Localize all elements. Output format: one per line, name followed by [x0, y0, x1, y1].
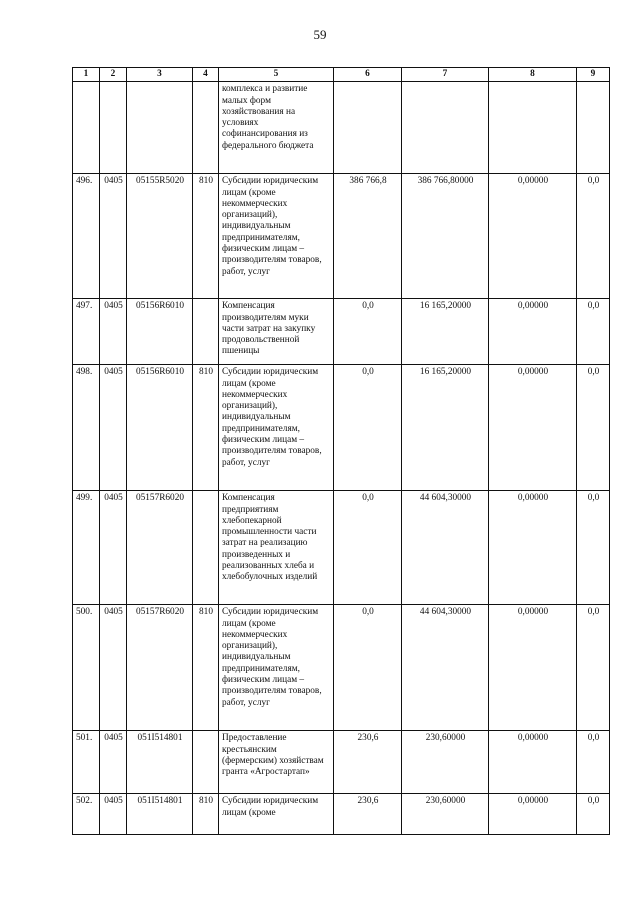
- table-row: [73, 794, 610, 835]
- description-cell: комплекса и развитие малых форм хозяйствования на условиях софинансирования из федерального бюджета: [219, 82, 334, 174]
- header-cell: 4: [193, 68, 219, 82]
- table-row: [73, 82, 610, 174]
- description-cell: Компенсация производителям муки части затрат на закупку продовольственной пшеницы: [219, 299, 334, 365]
- row-number-cell: [73, 82, 100, 174]
- page-number: 59: [313, 27, 327, 42]
- description-cell: Предоставление крестьянским (фермерским) хозяйствам гранта «Агростартап»: [219, 731, 334, 794]
- header-cell: 7: [402, 68, 489, 82]
- amount-col6-cell: [334, 82, 402, 174]
- amount-col8-cell: 0,00000: [489, 731, 577, 794]
- section-cell: 0405: [100, 491, 127, 605]
- description-cell: Субсидии юридическим лицам (кроме некоммерческих организаций), индивидуальным предпринимателям, физическим лицам – производителям товаров, работ, услуг: [219, 605, 334, 731]
- target-code-cell: 05155R5020: [127, 174, 193, 299]
- budget-table: [72, 67, 610, 835]
- section-cell: 0405: [100, 794, 127, 835]
- amount-col6-cell: 386 766,8: [334, 174, 402, 299]
- header-cell: 6: [334, 68, 402, 82]
- target-code-cell: [127, 82, 193, 174]
- amount-col7-cell: 386 766,80000: [402, 174, 489, 299]
- description-cell: Компенсация предприятиям хлебопекарной промышленности части затрат на реализацию произведенных и реализованных хлеба и хлебобулочных изделий: [219, 491, 334, 605]
- section-cell: 0405: [100, 365, 127, 491]
- header-row: [73, 68, 610, 82]
- header-cell: 8: [489, 68, 577, 82]
- section-cell: 0405: [100, 605, 127, 731]
- amount-col6-cell: 230,6: [334, 731, 402, 794]
- amount-col6-cell: 0,0: [334, 365, 402, 491]
- section-cell: 0405: [100, 299, 127, 365]
- amount-col6-cell: 0,0: [334, 491, 402, 605]
- amount-col8-cell: 0,00000: [489, 491, 577, 605]
- table-row: [73, 299, 610, 365]
- target-code-cell: 05156R6010: [127, 365, 193, 491]
- table-row: [73, 731, 610, 794]
- description-cell: Субсидии юридическим лицам (кроме некоммерческих организаций), индивидуальным предпринимателям, физическим лицам – производителям товаров, работ, услуг: [219, 174, 334, 299]
- table-row: [73, 365, 610, 491]
- header-cell: 2: [100, 68, 127, 82]
- target-code-cell: 051I514801: [127, 794, 193, 835]
- expense-type-cell: [193, 731, 219, 794]
- amount-col7-cell: 44 604,30000: [402, 605, 489, 731]
- section-cell: 0405: [100, 174, 127, 299]
- target-code-cell: 05157R6020: [127, 491, 193, 605]
- row-number-cell: 501.: [73, 731, 100, 794]
- amount-col7-cell: 16 165,20000: [402, 365, 489, 491]
- row-number-cell: 500.: [73, 605, 100, 731]
- expense-type-cell: [193, 491, 219, 605]
- amount-col7-cell: [402, 82, 489, 174]
- row-number-cell: 502.: [73, 794, 100, 835]
- amount-col8-cell: 0,00000: [489, 605, 577, 731]
- amount-col9-cell: 0,0: [577, 365, 610, 491]
- expense-type-cell: 810: [193, 605, 219, 731]
- section-cell: [100, 82, 127, 174]
- expense-type-cell: [193, 82, 219, 174]
- expense-type-cell: 810: [193, 174, 219, 299]
- row-number-cell: 499.: [73, 491, 100, 605]
- row-number-cell: 496.: [73, 174, 100, 299]
- amount-col9-cell: 0,0: [577, 174, 610, 299]
- amount-col8-cell: 0,00000: [489, 299, 577, 365]
- expense-type-cell: 810: [193, 794, 219, 835]
- amount-col7-cell: 16 165,20000: [402, 299, 489, 365]
- row-number-cell: 498.: [73, 365, 100, 491]
- description-cell: Субсидии юридическим лицам (кроме: [219, 794, 334, 835]
- target-code-cell: 05156R6010: [127, 299, 193, 365]
- amount-col7-cell: 230,60000: [402, 731, 489, 794]
- amount-col9-cell: [577, 82, 610, 174]
- amount-col9-cell: 0,0: [577, 299, 610, 365]
- header-cell: 5: [219, 68, 334, 82]
- amount-col9-cell: 0,0: [577, 731, 610, 794]
- table-row: [73, 491, 610, 605]
- amount-col8-cell: 0,00000: [489, 174, 577, 299]
- amount-col9-cell: 0,0: [577, 605, 610, 731]
- amount-col6-cell: 0,0: [334, 299, 402, 365]
- amount-col8-cell: 0,00000: [489, 794, 577, 835]
- amount-col8-cell: [489, 82, 577, 174]
- header-cell: 1: [73, 68, 100, 82]
- table-row: [73, 605, 610, 731]
- amount-col8-cell: 0,00000: [489, 365, 577, 491]
- table-row: [73, 174, 610, 299]
- expense-type-cell: 810: [193, 365, 219, 491]
- amount-col9-cell: 0,0: [577, 491, 610, 605]
- target-code-cell: 051I514801: [127, 731, 193, 794]
- amount-col9-cell: 0,0: [577, 794, 610, 835]
- description-cell: Субсидии юридическим лицам (кроме некоммерческих организаций), индивидуальным предпринимателям, физическим лицам – производителям товаров, работ, услуг: [219, 365, 334, 491]
- target-code-cell: 05157R6020: [127, 605, 193, 731]
- row-number-cell: 497.: [73, 299, 100, 365]
- amount-col6-cell: 0,0: [334, 605, 402, 731]
- header-cell: 3: [127, 68, 193, 82]
- section-cell: 0405: [100, 731, 127, 794]
- amount-col6-cell: 230,6: [334, 794, 402, 835]
- amount-col7-cell: 44 604,30000: [402, 491, 489, 605]
- amount-col7-cell: 230,60000: [402, 794, 489, 835]
- expense-type-cell: [193, 299, 219, 365]
- header-cell: 9: [577, 68, 610, 82]
